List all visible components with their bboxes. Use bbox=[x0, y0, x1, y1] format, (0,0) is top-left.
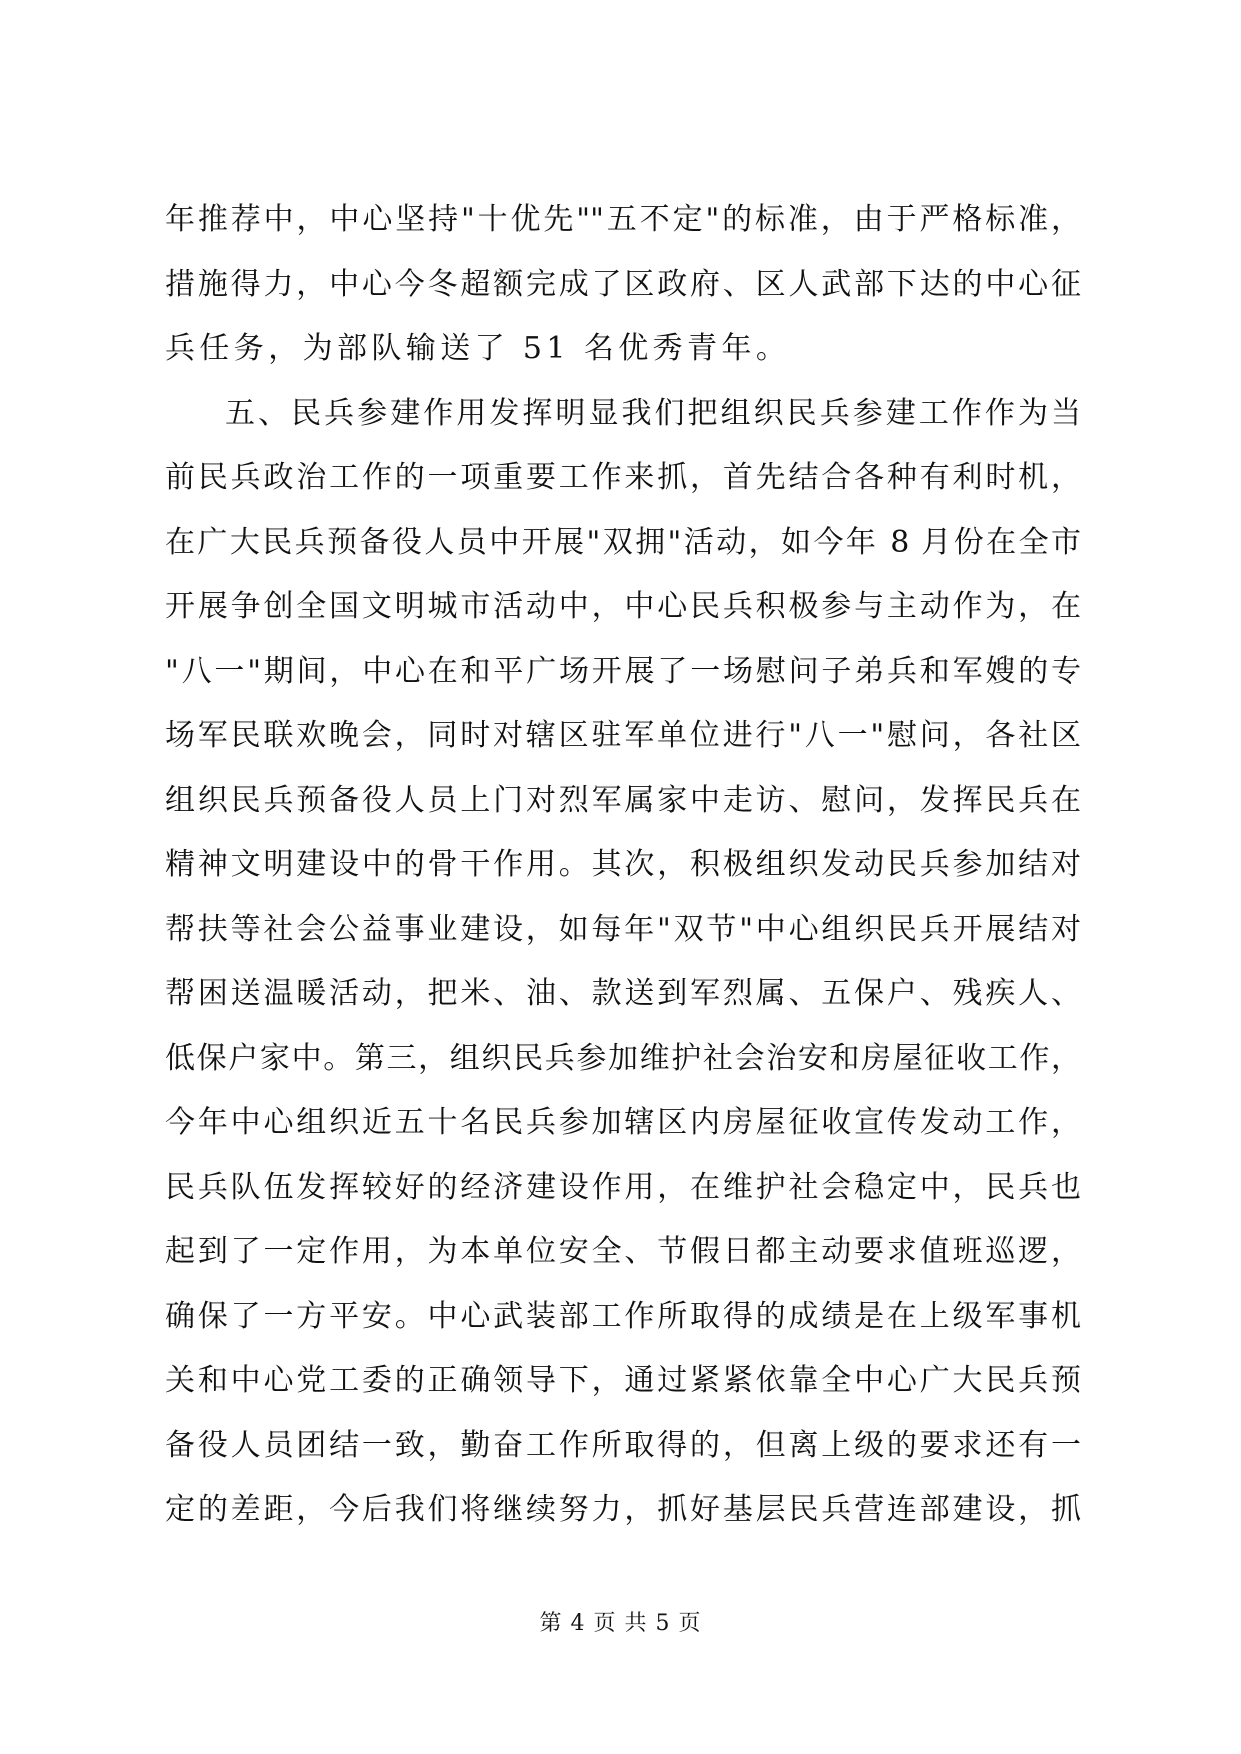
text-line: 帮扶等社会公益事业建设，如每年"双节"中心组织民兵开展结对 bbox=[165, 911, 1081, 947]
text-line: 确保了一方平安。中心武装部工作所取得的成绩是在上级军事机 bbox=[165, 1298, 1081, 1334]
text-line: 关和中心党工委的正确领导下，通过紧紧依靠全中心广大民兵预 bbox=[165, 1363, 1081, 1398]
text-line: 民兵队伍发挥较好的经济建设作用，在维护社会稳定中，民兵也 bbox=[165, 1169, 1081, 1205]
text-line: 开展争创全国文明城市活动中，中心民兵积极参与主动作为，在 bbox=[165, 589, 1081, 624]
text-line: 备役人员团结一致，勤奋工作所取得的，但离上级的要求还有一 bbox=[165, 1427, 1081, 1463]
text-line: 年推荐中，中心坚持"十优先""五不定"的标准，由于严格标准， bbox=[165, 202, 1081, 237]
text-line: 组织民兵预备役人员上门对烈军属家中走访、慰问，发挥民兵在 bbox=[165, 782, 1081, 818]
text-line: 措施得力，中心今冬超额完成了区政府、区人武部下达的中心征 bbox=[165, 266, 1081, 302]
text-line: 在广大民兵预备役人员中开展"双拥"活动，如今年 8 月份在全市 bbox=[165, 524, 1081, 560]
text-line: 精神文明建设中的骨干作用。其次，积极组织发动民兵参加结对 bbox=[165, 847, 1081, 882]
text-line: 兵任务，为部队输送了 51 名优秀青年。 bbox=[165, 331, 791, 366]
text-line: "八一"期间，中心在和平广场开展了一场慰问子弟兵和军嫂的专 bbox=[165, 653, 1081, 689]
text-line: 低保户家中。第三，组织民兵参加维护社会治安和房屋征收工作， bbox=[165, 1040, 1081, 1076]
text-line: 定的差距，今后我们将继续努力，抓好基层民兵营连部建设，抓 bbox=[165, 1492, 1081, 1527]
page-footer: 第 4 页 共 5 页 bbox=[539, 1611, 702, 1636]
text-line: 今年中心组织近五十名民兵参加辖区内房屋征收宣传发动工作， bbox=[165, 1105, 1081, 1140]
text-line: 帮困送温暖活动，把米、油、款送到军烈属、五保户、残疾人、 bbox=[165, 976, 1081, 1011]
text-line: 场军民联欢晚会，同时对辖区驻军单位进行"八一"慰问，各社区 bbox=[165, 718, 1081, 753]
text-line: 起到了一定作用，为本单位安全、节假日都主动要求值班巡逻， bbox=[165, 1234, 1081, 1269]
text-line: 前民兵政治工作的一项重要工作来抓，首先结合各种有利时机， bbox=[165, 460, 1081, 495]
document-body bbox=[165, 188, 1081, 1543]
paragraph-first-line: 五、民兵参建作用发挥明显我们把组织民兵参建工作作为当 bbox=[225, 395, 1081, 431]
